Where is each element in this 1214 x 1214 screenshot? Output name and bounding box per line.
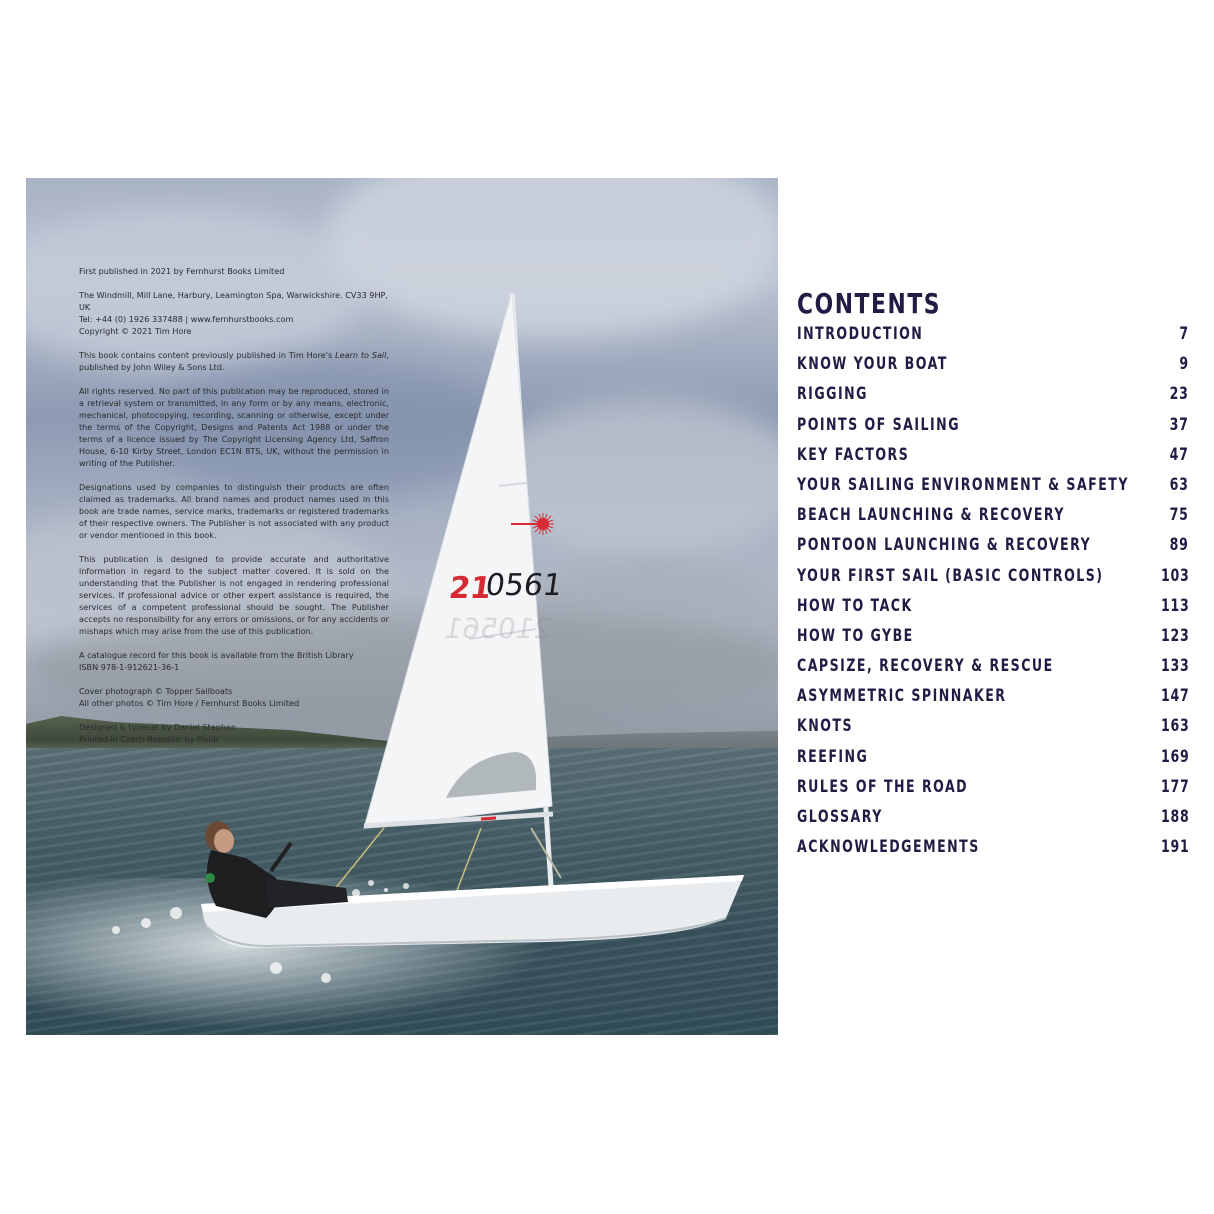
mainsail [364, 292, 552, 828]
toc-chapter-title: KNOTS [797, 716, 854, 737]
copyright-imprint [79, 265, 389, 757]
rights-statement: All rights reserved. No part of this publication may be reproduced, stored in a retrieval system or transmitted, in any form or by any means, electronic, mechanical, photocopying, recording, scanning or otherwise, except under the terms of the Copyright, Designs and Patents Act 1988 or under the terms of a licence issued by The Copyright Licensing Agency Ltd, Saffron House, 6-10 Kirby Street, London EC1N 8TS, UK, without the permission in writing of the Publisher. [79, 386, 389, 468]
toc-entry [797, 382, 1189, 412]
toc-chapter-title: KNOW YOUR BOAT [797, 354, 948, 375]
toc-chapter-title: RULES OF THE ROAD [797, 776, 969, 797]
toc-page-number: 37 [1170, 414, 1189, 435]
toc-page-number: 113 [1160, 595, 1189, 616]
toc-chapter-title: BEACH LAUNCHING & RECOVERY [797, 505, 1065, 526]
toc-entry [797, 654, 1189, 684]
toc-entry [797, 745, 1189, 775]
previous-book-title: Learn to Sail [335, 350, 387, 360]
toc-page-number: 163 [1160, 716, 1189, 737]
toc-entry [797, 503, 1189, 533]
publisher-contact: Tel: +44 (0) 1926 337488 | www.fernhurstbooks.com [79, 314, 294, 324]
toc-page-number: 147 [1160, 686, 1189, 707]
previous-publication-note: This book contains content previously published in Tim Hore's Learn to Sail, published by John Wiley & Sons Ltd. [79, 350, 389, 372]
toc-page-number: 103 [1160, 565, 1189, 586]
toc-entry [797, 805, 1189, 835]
toc-chapter-title: ASYMMETRIC SPINNAKER [797, 686, 1007, 707]
toc-page-number: 7 [1179, 324, 1189, 344]
toc-chapter-title: POINTS OF SAILING [797, 414, 961, 435]
toc-chapter-title: REEFING [797, 746, 869, 767]
table-of-contents [797, 288, 1189, 865]
toc-entry [797, 684, 1189, 714]
toc-page-number: 188 [1160, 807, 1189, 827]
toc-entry [797, 775, 1189, 805]
isbn: ISBN 978-1-912621-36-1 [79, 662, 180, 672]
toc-page-number: 63 [1170, 474, 1189, 495]
printer-credit: Printed in Czech Republic by Finidr [79, 734, 220, 744]
publisher-address-country: UK [79, 302, 91, 312]
toc-entry [797, 533, 1189, 563]
designer-credit: Designed & typeset by Daniel Stephen [79, 722, 237, 732]
toc-chapter-title: ACKNOWLEDGEMENTS [797, 837, 980, 858]
toc-chapter-title: HOW TO GYBE [797, 625, 914, 646]
publisher-address: The Windmill, Mill Lane, Harbury, Leamington Spa, Warwickshire. CV33 9HP, [79, 290, 388, 300]
sail-number [447, 568, 565, 606]
sail-number-red: 21 [446, 571, 494, 606]
toc-entry [797, 352, 1189, 382]
toc-page-number: 75 [1170, 505, 1189, 526]
toc-page-number: 169 [1160, 746, 1189, 767]
disclaimer: This publication is designed to provide accurate and authoritative information in regard to the subject matter covered. It is sold on the understanding that the Publisher is not engaged in rendering professional services. If professional advice or other expert assistance is required, the services of a competent professional should be sought. The Publisher accepts no responsibility for any errors or omissions, or for any accidents or mishaps which may arise from the use of this publication. [79, 554, 389, 636]
toc-chapter-title: RIGGING [797, 384, 868, 405]
contents-title: CONTENTS [797, 287, 942, 320]
toc-entry [797, 714, 1189, 744]
toc-page-number: 23 [1170, 384, 1189, 405]
toc-page-number: 191 [1160, 837, 1189, 858]
toc-page-number: 9 [1179, 354, 1189, 375]
cover-photo-credit: Cover photograph © Topper Sailboats [79, 686, 233, 696]
sail-number-mirror [442, 612, 553, 645]
toc-entry [797, 594, 1189, 624]
sailor [205, 821, 348, 918]
toc-entry [797, 624, 1189, 654]
toc-entry [797, 413, 1189, 443]
copyright-line: Copyright © 2021 Tim Hore [79, 326, 192, 336]
toc-page-number: 89 [1170, 535, 1189, 556]
toc-chapter-title: YOUR SAILING ENVIRONMENT & SAFETY [797, 474, 1129, 495]
toc-entry [797, 473, 1189, 503]
toc-chapter-title: YOUR FIRST SAIL (BASIC CONTROLS) [797, 565, 1104, 586]
toc-chapter-title: GLOSSARY [797, 807, 883, 827]
toc-entry [797, 443, 1189, 473]
photo-credit: All other photos © Tim Hore / Fernhurst Books Limited [79, 698, 300, 708]
toc-page-number: 133 [1160, 656, 1189, 677]
toc-page-number: 123 [1160, 625, 1189, 646]
catalogue-record: A catalogue record for this book is available from the British Library [79, 650, 354, 660]
toc-entry [797, 564, 1189, 594]
toc-page-number: 47 [1170, 444, 1189, 465]
toc-chapter-title: INTRODUCTION [797, 324, 924, 344]
sail-number-dark: 0561 [483, 568, 565, 603]
toc-chapter-title: KEY FACTORS [797, 444, 910, 465]
svg-text:210561: 210561 [442, 612, 554, 645]
toc-entry [797, 322, 1189, 352]
publication-line: First published in 2021 by Fernhurst Books Limited [79, 266, 285, 276]
toc-chapter-title: CAPSIZE, RECOVERY & RESCUE [797, 656, 1054, 677]
toc-entry [797, 835, 1189, 865]
trademark-statement: Designations used by companies to distinguish their products are often claimed as trademarks. All brand names and product names used in this book are trade names, service marks, trademarks or registered trademarks of their respective owners. The Publisher is not associated with any product or vendor mentioned in this book. [79, 482, 389, 540]
toc-chapter-title: HOW TO TACK [797, 595, 913, 616]
toc-chapter-title: PONTOON LAUNCHING & RECOVERY [797, 535, 1092, 556]
toc-page-number: 177 [1160, 776, 1189, 797]
